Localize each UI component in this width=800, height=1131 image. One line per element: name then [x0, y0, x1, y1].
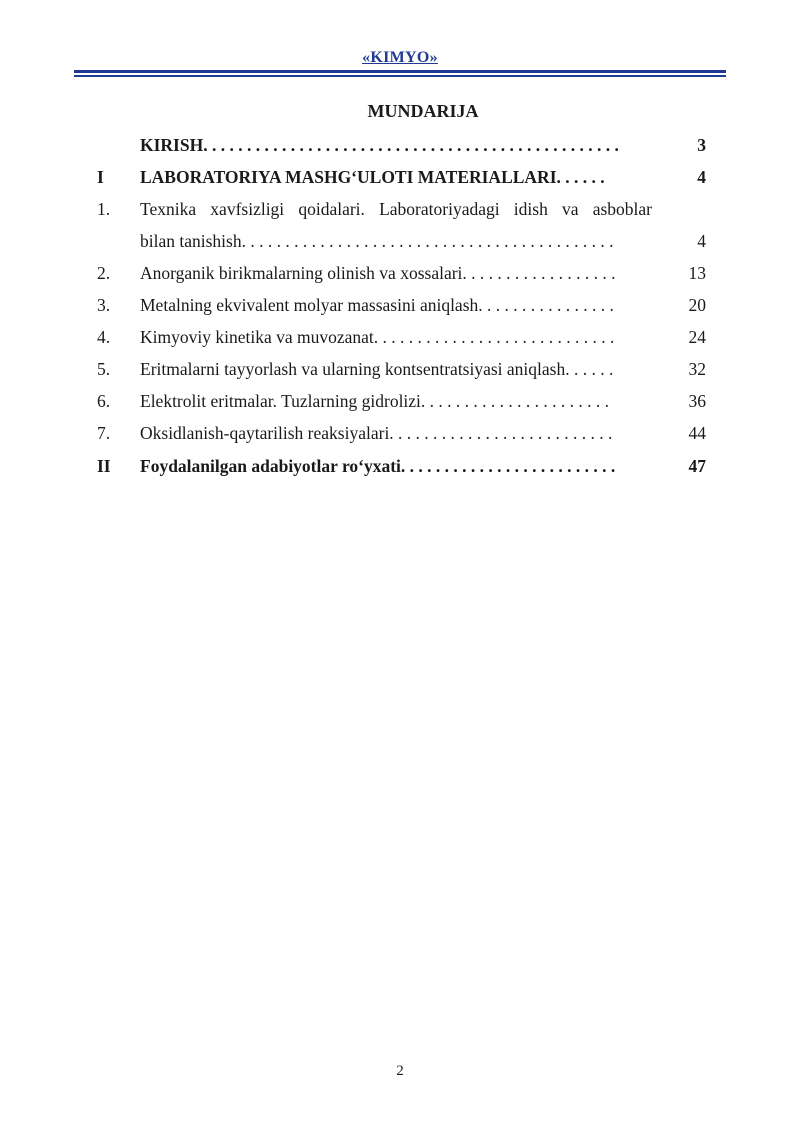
toc-entry-page: 44 [688, 423, 706, 443]
header-rule-thin [74, 75, 726, 77]
toc-word: idish [513, 199, 548, 219]
toc-entry-kirish [0, 131, 800, 159]
toc-word: qoidalari. [298, 199, 365, 219]
toc-entry-number: 1. [97, 199, 111, 219]
toc-entry-text: Kimyoviy kinetika va muvozanat. . . . . . . . . . . . . . . . . . . . . . . . . . . . [140, 327, 615, 347]
toc-entry-number: 3. [97, 295, 111, 315]
toc-entry-text: KIRISH. . . . . . . . . . . . . . . . . . . . . . . . . . . . . . . . . . . . . . . . . . . . . . . . [140, 135, 619, 155]
toc-entry-page: 13 [688, 263, 706, 283]
toc-word: Texnika [140, 199, 197, 219]
toc-word: xavfsizligi [210, 199, 285, 219]
toc-entry-number: II [97, 456, 111, 476]
toc-entry-6 [0, 387, 800, 415]
toc-entry-page: 20 [688, 295, 706, 315]
page-number: 2 [396, 1063, 404, 1079]
toc-entry-3 [0, 291, 800, 319]
toc-title: MUNDARIJA [367, 101, 479, 121]
toc-word: asboblar [592, 199, 652, 219]
toc-entry-number: 4. [97, 327, 111, 347]
toc-entry-number: 2. [97, 263, 111, 283]
toc-entry-4 [0, 323, 800, 351]
toc-entry-section-1 [0, 163, 800, 191]
toc-entry-text: Oksidlanish-qaytarilish reaksiyalari. . . . . . . . . . . . . . . . . . . . . . . . . . [140, 423, 613, 443]
toc-entry-page: 47 [688, 456, 706, 476]
toc-entry-text [140, 195, 652, 223]
toc-entry-7 [0, 419, 800, 447]
toc-entry-section-2 [0, 452, 800, 480]
toc-entry-page: 32 [688, 359, 706, 379]
running-header-title: «KIMYO» [362, 49, 438, 66]
toc-entry-page: 4 [697, 231, 706, 251]
toc-entry-text: Anorganik birikmalarning olinish va xossalari. . . . . . . . . . . . . . . . . . [140, 263, 616, 283]
toc-entry-1-line2 [0, 227, 800, 255]
toc-entry-number: 7. [97, 423, 111, 443]
toc-entry-text: Foydalanilgan adabiyotlar ro‘yxati. . . . . . . . . . . . . . . . . . . . . . . . . [140, 456, 616, 476]
toc-entry-text: Eritmalarni tayyorlash va ularning kontsentratsiyasi aniqlash. . . . . . [140, 359, 614, 379]
toc-entry-5 [0, 355, 800, 383]
toc-word: va [562, 199, 579, 219]
toc-entry-number: 6. [97, 391, 111, 411]
toc-entry-1-line1 [0, 195, 800, 223]
toc-entry-2 [0, 259, 800, 287]
toc-entry-page: 24 [688, 327, 706, 347]
toc-entry-page: 36 [688, 391, 706, 411]
toc-word: Laboratoriyadagi [379, 199, 500, 219]
toc-entry-page: 4 [697, 167, 706, 187]
toc-entry-number: I [97, 167, 104, 187]
toc-entry-page: 3 [697, 135, 706, 155]
toc-entry-text: Elektrolit eritmalar. Tuzlarning gidrolizi. . . . . . . . . . . . . . . . . . . . . . [140, 391, 610, 411]
toc-entry-number: 5. [97, 359, 111, 379]
toc-entry-text: Metalning ekvivalent molyar massasini aniqlash. . . . . . . . . . . . . . . . [140, 295, 614, 315]
header-rule-thick [74, 70, 726, 73]
toc-entry-text: LABORATORIYA MASHG‘ULOTI MATERIALLARI. . . . . . [140, 167, 605, 187]
toc-entry-text: bilan tanishish. . . . . . . . . . . . . . . . . . . . . . . . . . . . . . . . . . . . . . . . . . . [140, 231, 614, 251]
